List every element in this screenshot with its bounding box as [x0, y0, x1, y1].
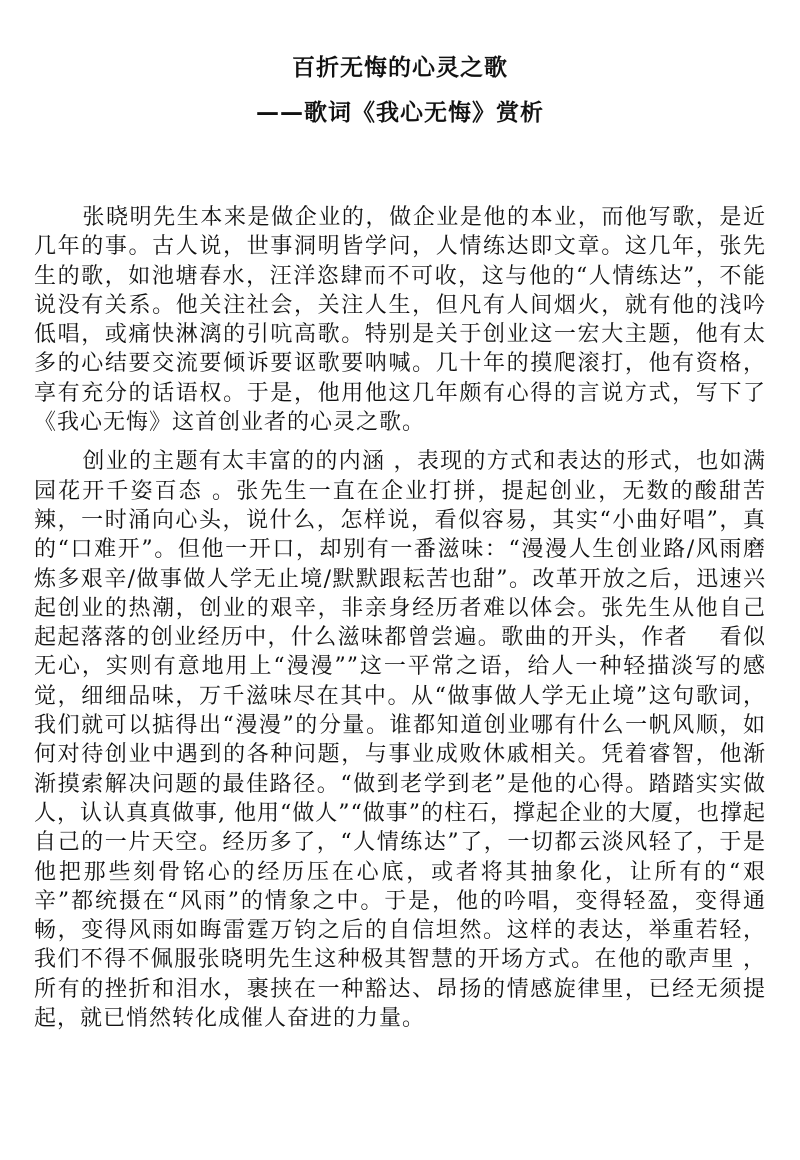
document-subtitle: ——歌词《我心无悔》赏析: [256, 100, 544, 126]
paragraph-1: 张晓明先生本来是做企业的，做企业是他的本业，而他写歌，是近几年的事。古人说，世事洞明皆学问，人情练达即文章。这几年，张先生的歌，如池塘春水，汪洋恣肆而不可收，这与他的“人情练达”，不能说没有关系。他关注社会，关注人生，但凡有人间烟火，就有他的浅吟低唱，或痛快淋漓的引吭高歌。特别是关于创业这一宏大主题，他有太多的心结要交流要倾诉要讴歌要呐喊。几十年的摸爬滚打，他有资格，享有充分的话语权。于是，他用他这几年颇有心得的言说方式，写下了《我心无悔》这首创业者的心灵之歌。: [34, 205, 766, 436]
article-body: [34, 203, 766, 1033]
paragraph-2: 创业的主题有太丰富的的内涵 ，表现的方式和表达的形式，也如满园花开千姿百态 。张先生一直在企业打拼，提起创业，无数的酸甜苦辣，一时涌向心头，说什么，怎样说，看似容易，其实“小曲好唱”，真的“口难开”。但他一开口，却别有一番滋味：“漫漫人生创业路/风雨磨炼多艰辛/做事做人学无止境/默默跟耘苦也甜”。改革开放之后，迅速兴起创业的热潮，创业的艰辛，非亲身经历者难以体会。张先生从他自己起起落落的创业经历中，什么滋味都曾尝遍。歌曲的开头，作者 看似无心，实则有意地用上“漫漫””这一平常之语，给人一种轻描淡写的感觉，细细品味，万千滋味尽在其中。从“做事做人学无止境”这句歌词，我们就可以掂得出“漫漫”的分量。谁都知道创业哪有什么一帆风顺，如何对待创业中遇到的各种问题，与事业成败休戚相关。凭着睿智，他渐渐摸索解决问题的最佳路径。“做到老学到老”是他的心得。踏踏实实做人，认认真真做事, 他用“做人”“做事”的柱石，撑起企业的大厦，也撑起自己的一片天空。经历多了，“人情练达”了，一切都云淡风轻了，于是他把那些刻骨铭心的经历压在心底，或者将其抽象化，让所有的“艰辛”都统摄在“风雨”的情象之中。于是，他的吟唱，变得轻盈，变得通畅，变得风雨如晦雷霆万钧之后的自信坦然。这样的表达，举重若轻，我们不得不佩服张晓明先生这种极其智慧的开场方式。在他的歌声里 ，所有的挫折和泪水，裹挟在一种豁达、昂扬的情感旋律里，已经无须提起，就已悄然转化成催人奋进的力量。: [34, 449, 766, 1032]
document-title: 百折无悔的心灵之歌: [292, 55, 508, 81]
